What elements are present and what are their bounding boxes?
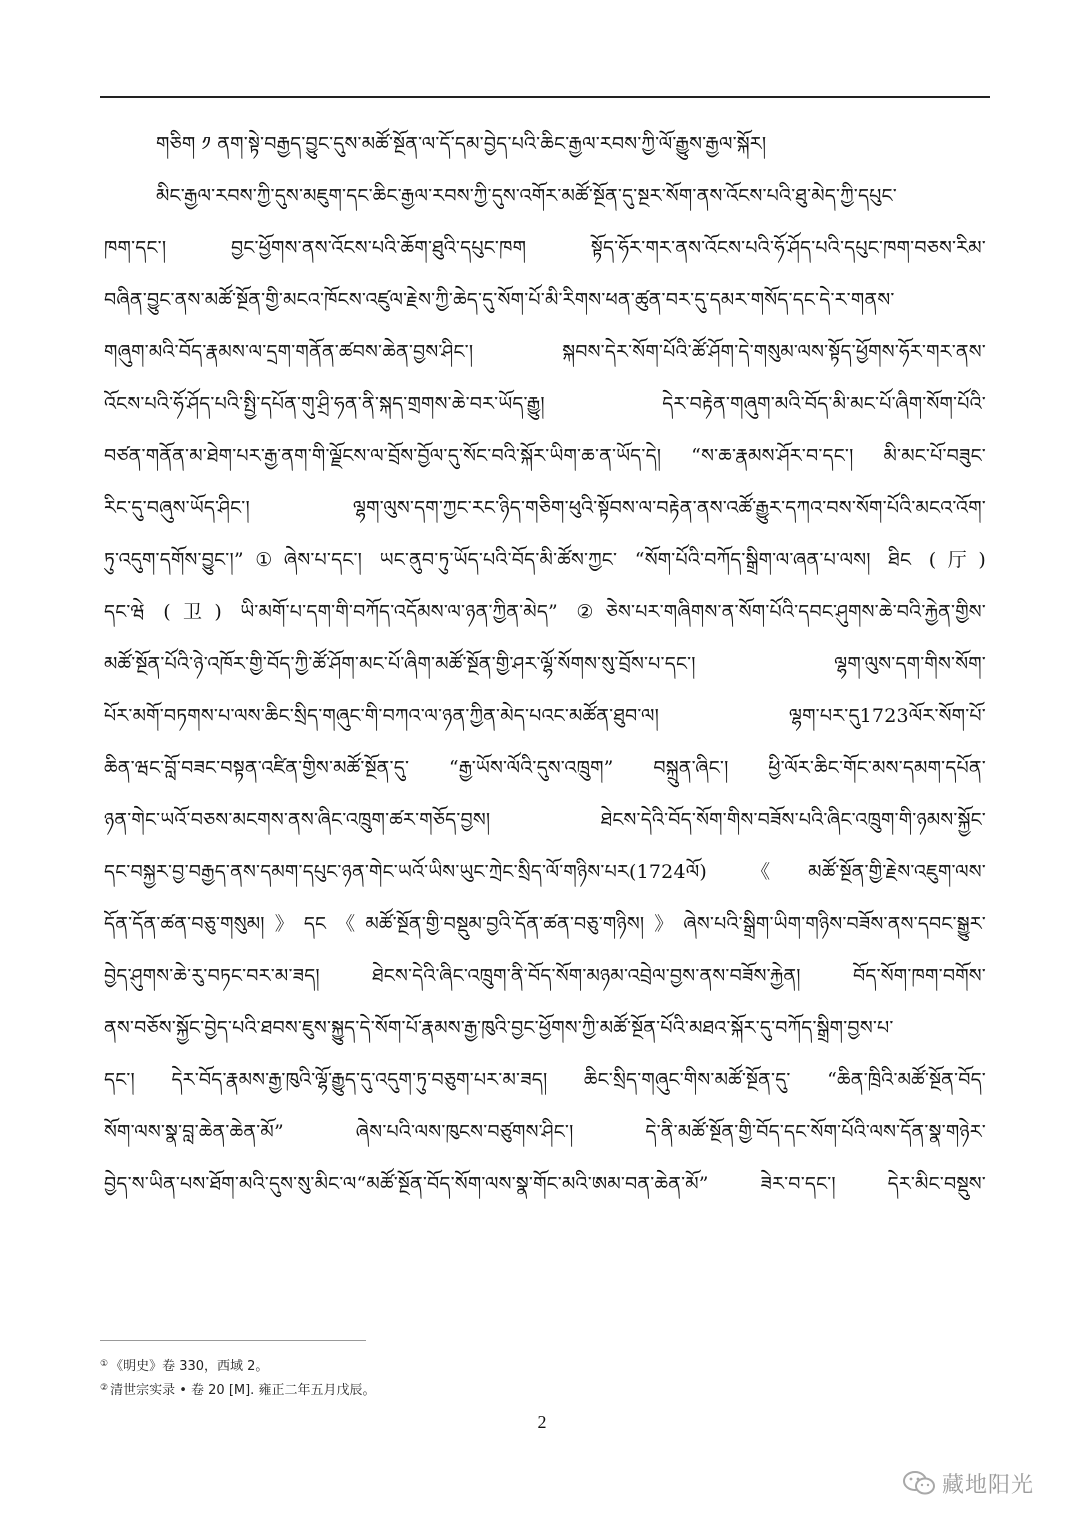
paragraph-line: བྱེད་ས་ཡིན་པས་ཐོག་མའི་དུས་སུ་མིང་ལ“མཚོ་སྔོན་བོད་སོག་ལས་སྣ་གོང་མའི་ཨམ་བན་ཆེན་མོ” ཟེར་བ་དང་། དེར་མིང་བསྡུས་ [104, 1173, 986, 1195]
page-number: 2 [537, 1412, 547, 1432]
paragraph-line: དང་བསྐྱར་བྱ་བརྒྱད་ནས་དམག་དཔུང་ཉན་གེང་ཡའོ་ཡིས་ཡུང་ཀྲེང་སྲིད་ལོ་གཉིས་པར(1724ལོ) 《མཚོ་སྔོན་གྱི་རྗེས་འཇུག་ལས་ [104, 861, 986, 883]
header-rule [100, 96, 990, 98]
paragraph-line [104, 1210, 986, 1262]
paragraph-line: མིང་རྒྱལ་རབས་ཀྱི་དུས་མཇུག་དང་ཆིང་རྒྱལ་རབས་ཀྱི་དུས་འགོར་མཚོ་སྔོན་དུ་སྔར་སོག་ནས་འོངས་པའི་ཐུ་མེད་ཀྱི་དཔུང་ [156, 185, 897, 207]
footnote-marker: ② [100, 1383, 109, 1393]
footnotes [100, 1352, 700, 1400]
paragraph-line: འོངས་པའི་ཧོ་ཤོད་པའི་སྤྱི་དཔོན་གུ་ཤྲི་ཧན་ནི་སྐད་གྲགས་ཆེ་བར་ཡོད་རྒྱུ། དེར་བརྟེན་གཞུག་མའི་བོད་མི་མང་པོ་ཞིག་སོག་པོའི་ [104, 393, 986, 415]
footnote-text: 清世宗实录 • 卷 20 [M]. 雍正二年五月戊辰。 [110, 1383, 376, 1398]
footnote-text: 《明史》卷 330，西域 2。 [110, 1359, 269, 1374]
paragraph-line [104, 1262, 986, 1314]
footnote-marker: ① [100, 1359, 109, 1369]
paragraph-line: ཆིན་ཝང་བློ་བཟང་བསྟན་འཛིན་གྱིས་མཚོ་སྔོན་དུ་ “རྒྱ་ཡོས་ལོའི་དུས་འཁྲུག” བསྐྲུན་ཞིང་། ཕྱི་ལོར་ཆིང་གོང་མས་དམག་དཔོན་ [104, 757, 986, 779]
paragraph-line: སོག་ལས་སྣ་བླ་ཆེན་ཆེན་མོ” ཞེས་པའི་ལས་ཁུངས་བཙུགས་ཤིང་། དེ་ནི་མཚོ་སྔོན་གྱི་བོད་དང་སོག་པོའི་ལས་དོན་སྣ་གཉེར་ [104, 1121, 986, 1143]
paragraph-line: བྱེད་ཤུགས་ཆེ་རུ་བཏང་བར་མ་ཟད། ཐེངས་དེའི་ཞིང་འཁྲུག་ནི་བོད་སོག་མཉམ་འབྲེལ་བྱས་ནས་བཟོས་རྐྱེན། བོད་སོག་ཁག་བགོས་ [104, 965, 986, 987]
paragraph-line: ནས་བཅོས་སྐྱོང་བྱེད་པའི་ཐབས་ཇུས་སྐྱུད་དེ་སོག་པོ་རྣམས་རྒྱ་ཁུའི་བྱང་ཕྱོགས་ཀྱི་མཚོ་སྔོན་པོའི་མཐའ་སྐོར་དུ་བཀོད་སྒྲིག་བྱས་པ་ [104, 1017, 894, 1039]
paragraph-line: པོར་མགོ་བཏགས་པ་ལས་ཆིང་སྲིད་གཞུང་གི་བཀའ་ལ་ཉན་ཀྱིན་མེད་པའང་མཚོན་ཐུབ་ལ། ལྷག་པར་དུ1723ལོར་སོག་པོ་ [104, 705, 986, 727]
paragraph-line: མཚོ་སྔོན་པོའི་ཉེ་འཁོར་གྱི་བོད་ཀྱི་ཚོ་ཤོག་མང་པོ་ཞིག་མཚོ་སྔོན་གྱི་ཤར་ལྷོ་སོགས་སུ་བྲོས་པ་དང་། ལྷག་ལུས་དག་གིས་སོག་ [104, 653, 986, 675]
paragraph-line: བཞིན་བྱུང་ནས་མཚོ་སྔོན་གྱི་མངའ་ཁོངས་འཛུལ་རྗེས་ཀྱི་ཆེད་དུ་སོག་པོ་མི་རིགས་ཕན་ཚུན་བར་དུ་དམར་གསོད་དང་དེ་ར་གནས་ [104, 289, 895, 311]
section-heading: གཅིག ༡ ནག་སྟེ་བརྒྱད་བྱུང་དུས་མཚོ་སྔོན་ལ་དོ་དམ་བྱེད་པའི་ཆིང་རྒྱལ་རབས་ཀྱི་ལོ་རྒྱུས་རྒྱལ་སྐོར། [156, 133, 767, 155]
paragraph-line: ཏུ་འདུག་དགོས་བྱུང་།”①ཞེས་པ་དང་། ཡང་ནུབ་ཏུ་ཡོད་པའི་བོད་མི་ཚོས་ཀྱང་ “སོག་པོའི་བཀོད་སྒྲིག་ལ་ཞན་པ་ལས། ཐིང (厅) [104, 549, 986, 571]
paragraph-line: དང་། དེར་བོད་རྣམས་རྒྱ་ཁུའི་ལྷོ་རྒྱུད་དུ་འདུག་ཏུ་བཅུག་པར་མ་ཟད། ཆིང་སྲིད་གཞུང་གིས་མཚོ་སྔོན་དུ་ “ཆིན་ཁྲིའི་མཚོ་སྔོན་བོད་ [104, 1069, 986, 1091]
paragraph-line: ཁག་དང་། བྱང་ཕྱོགས་ནས་འོངས་པའི་ཆོག་ཐུའི་དཔུང་ཁག སྟོད་ཧོར་གར་ནས་འོངས་པའི་ཧོ་ཤོད་པའི་དཔུང་ཁག་བཅས་རིམ་ [104, 237, 986, 259]
document-body [104, 118, 986, 1366]
paragraph-line: བཙན་གནོན་མ་ཐེག་པར་རྒྱ་ནག་གི་ལྗོངས་ལ་བྲོས་བྱོལ་དུ་སོང་བའི་སྐོར་ཡིག་ཆ་ན་ཡོད་དེ། “ས་ཆ་རྣམས་ཤོར་བ་དང་། མི་མང་པོ་བཟུང་ [104, 445, 986, 467]
watermark-text: 藏地阳光 [942, 1472, 1035, 1498]
paragraph-line: དོན་དོན་ཚན་བཅུ་གསུམ།》དང《མཚོ་སྔོན་གྱི་བསྡུམ་བྱའི་དོན་ཚན་བཅུ་གཉིས།》ཞེས་པའི་སྒྲིག་ཡིག་གཉིས་བཟོས་ནས་དབང་སྒྱུར་ [104, 913, 986, 935]
paragraph-line: གཞུག་མའི་བོད་རྣམས་ལ་དྲག་གནོན་ཚབས་ཆེན་བྱས་ཤིང་། སྐབས་དེར་སོག་པོའི་ཚོ་ཤོག་དེ་གསུམ་ལས་སྟོད་ཕྱོགས་ཧོར་གར་ནས་ [104, 341, 986, 363]
watermark [902, 1465, 1034, 1501]
footnote-rule [100, 1340, 366, 1341]
paragraph-line: ཉན་གེང་ཡའོ་བཅས་མངགས་ནས་ཞིང་འཁྲུག་ཚར་གཅོད་བྱས། ཐེངས་དེའི་བོད་སོག་གིས་བཟོས་པའི་ཞིང་འཁྲུག་གི་ཉམས་སྐྱོང་ [104, 809, 986, 831]
paragraph-line: རིང་དུ་བཞུས་ཡོད་ཤིང་། ལྷག་ལུས་དག་ཀྱང་རང་ཉིད་གཅིག་ཕུའི་སྟོབས་ལ་བརྟེན་ནས་འཚོ་རྒྱུར་དཀའ་བས་སོག་པོའི་མངའ་འོག་ [104, 497, 986, 519]
footnote-2 [100, 1376, 700, 1400]
footnote-1 [100, 1352, 700, 1376]
wechat-icon [902, 1470, 936, 1496]
paragraph-line: དང་ཝེ (卫) ཡི་མགོ་པ་དག་གི་བཀོད་འདོམས་ལ་ཉན་ཀྱིན་མེད” ②ཅེས་པར་གཞིགས་ན་སོག་པོའི་དབང་ཤུགས་ཆེ་བའི་རྐྱེན་གྱིས་ [104, 601, 986, 623]
